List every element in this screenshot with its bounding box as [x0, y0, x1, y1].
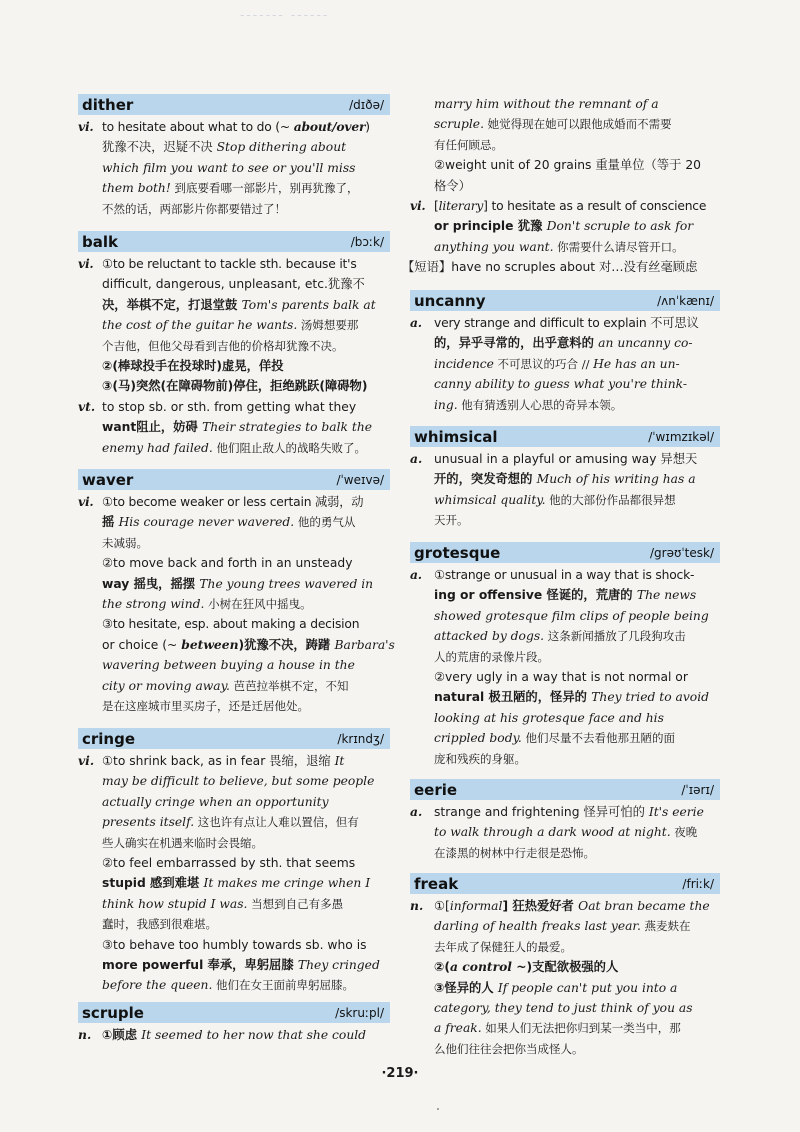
definition-line: ③to hesitate, esp. about making a decision: [102, 617, 360, 632]
translation-line: 有任何顾忌。: [434, 137, 503, 152]
example-line: enemy had failed. 他们阻止敌人的战略失败了。: [102, 440, 366, 455]
translation-line: 蠢时，我感到很难堪。: [102, 917, 217, 932]
headword: grotesque: [414, 543, 501, 562]
headword-bar: [410, 542, 720, 563]
headword-bar: [78, 1002, 390, 1023]
pronunciation: /ˈɪərɪ/: [681, 782, 714, 797]
faded-header: ------- ------: [240, 8, 330, 23]
definition-line: more powerful 奉承，卑躬屈膝 They cringed: [102, 958, 380, 973]
definition-line: a. ①strange or unusual in a way that is shock-: [410, 567, 695, 582]
example-line: a freak. 如果人们无法把你归到某一类当中，那: [434, 1021, 681, 1036]
definition-line: vi. ①to shrink back, as in fear 畏缩，退缩 It: [78, 753, 345, 768]
definition-line: n. ①顾虑 It seemed to her now that she could: [78, 1027, 367, 1042]
definition-line: ②to move back and forth in an unsteady: [102, 556, 353, 571]
headword: cringe: [82, 729, 136, 748]
pronunciation: /grəʊˈtesk/: [649, 545, 714, 560]
headword: scruple: [82, 1003, 144, 1022]
example-line: attacked by dogs. 这条新闻播放了几段狗攻击: [434, 629, 686, 644]
entry-waver: [78, 469, 395, 716]
definition-line: 的，异乎寻常的，出乎意料的 an uncanny co-: [434, 336, 693, 351]
definition-line: ②(a control ~)支配欲极强的人: [434, 959, 619, 975]
definition-line: vt. to stop sb. or sth. from getting what they: [78, 398, 357, 414]
headword-bar: [78, 94, 390, 115]
definition-line: or choice (~ between)犹豫不决，踌躇 Barbara's: [102, 636, 395, 652]
definition-line: stupid 感到难堪 It makes me cringe when I: [102, 876, 371, 891]
definition-line: 犹豫不决，迟疑不决 Stop dithering about: [102, 140, 347, 155]
definition-line: ②weight unit of 20 grains 重量单位（等于 20: [434, 158, 702, 173]
pronunciation: /dɪðə/: [349, 97, 384, 112]
definition-line: 摇 His courage never wavered. 他的勇气从: [102, 515, 356, 530]
definition-line: vi. ①to be reluctant to tackle sth. because it's: [78, 256, 357, 271]
headword-bar: [78, 469, 390, 490]
example-line: before the queen. 他们在女王面前卑躬屈膝。: [102, 978, 355, 993]
translation-line: 是在这座城市里买房子，还是迁居他处。: [102, 699, 309, 714]
headword-bar: [78, 231, 390, 252]
example-line: wavering between buying a house in the: [102, 658, 355, 673]
definition-line: ③to behave too humbly towards sb. who is: [102, 937, 367, 952]
definition-line: ③(马)突然(在障碍物前)停住，拒绝跳跃(障碍物): [102, 379, 368, 394]
example-line: to walk through a dark wood at night. 夜晚: [434, 825, 698, 840]
definition-line: ②to feel embarrassed by sth. that seems: [102, 856, 356, 871]
definition-line: natural 极丑陋的，怪异的 They tried to avoid: [434, 690, 710, 705]
headword: whimsical: [414, 427, 498, 446]
definition-line: 决，举棋不定，打退堂鼓 Tom's parents balk at: [102, 297, 376, 312]
example-line: them both! 到底要看哪一部影片，别再犹豫了，: [102, 181, 359, 196]
headword: balk: [82, 232, 118, 251]
example-line: which film you want to see or you'll miss: [102, 160, 356, 175]
pronunciation: /friːk/: [682, 876, 714, 891]
translation-line: 庞和残疾的身躯。: [434, 751, 526, 766]
pronunciation: /bɔːk/: [350, 234, 384, 249]
pronunciation: /krɪndʒ/: [337, 731, 384, 746]
example-line: marry him without the remnant of a: [434, 97, 659, 111]
definition-line: ③怪异的人 If people can't put you into a: [434, 980, 678, 995]
definition-line: 格令）: [434, 178, 471, 193]
headword: freak: [414, 874, 459, 893]
definition-line: or principle 犹豫 Don't scruple to ask for: [434, 219, 694, 234]
translation-line: 在漆黑的树林中行走很是恐怖。: [434, 845, 595, 860]
definition-line: a. unusual in a playful or amusing way 异想天: [410, 451, 698, 466]
example-line: showed grotesque film clips of people being: [434, 608, 709, 623]
entry-grotesque: [410, 542, 720, 769]
entry-whimsical: [410, 426, 720, 531]
translation-line: 去年成了保健狂人的最爱。: [434, 939, 572, 954]
example-line: darling of health freaks last year. 燕麦麸在: [434, 919, 691, 934]
page-number: ·219·: [381, 1066, 419, 1081]
entry-uncanny: [410, 290, 720, 415]
definition-line: 开的，突发奇想的 Much of his writing has a: [434, 472, 696, 487]
entry-dither: [78, 94, 390, 219]
translation-line: 天开。: [434, 513, 469, 528]
headword-bar: [410, 426, 720, 447]
definition-line: vi. to hesitate about what to do (~ about/over): [78, 119, 370, 134]
entry-scruple-continued: [402, 94, 720, 278]
definition-line: want阻止，妨碍 Their strategies to balk the: [102, 420, 373, 435]
example-line: looking at his grotesque face and his: [434, 710, 664, 725]
example-line: city or moving away. 芭芭拉举棋不定，不知: [102, 678, 349, 693]
translation-line: 不然的话，两部影片你都要错过了！: [102, 201, 286, 216]
entry-cringe: [78, 728, 390, 996]
headword-bar: [410, 779, 720, 800]
headword-bar: [78, 728, 390, 749]
example-line: incidence 不可思议的巧合 // He has an un-: [434, 356, 680, 371]
definition-line: difficult, dangerous, unpleasant, etc.犹豫不: [102, 277, 365, 292]
phrase-line: 【短语】have no scruples about 对…没有丝毫顾虑: [402, 260, 698, 275]
entry-balk: [78, 231, 390, 458]
definition-line: vi. [literary] to hesitate as a result of conscience: [410, 198, 707, 214]
headword: eerie: [414, 780, 458, 799]
example-line: actually cringe when an opportunity: [102, 794, 329, 809]
definition-line: vi. ①to become weaker or less certain 减弱，动: [78, 494, 364, 509]
example-line: think how stupid I was. 当想到自己有多愚: [102, 896, 344, 911]
headword-bar: [410, 873, 720, 894]
translation-line: 人的荒唐的录像片段。: [434, 649, 549, 664]
headword-bar: [410, 290, 720, 311]
definition-line: n. ①[informal] 狂热爱好者 Oat bran became the: [410, 898, 710, 913]
example-line: presents itself. 这也许有点让人难以置信，但有: [102, 815, 359, 830]
definition-line: a. strange and frightening 怪异可怕的 It's eerie: [410, 804, 704, 819]
headword: uncanny: [414, 291, 486, 310]
page-speck: [437, 1108, 439, 1110]
pronunciation: /skruːpl/: [335, 1005, 384, 1020]
translation-line: 个吉他，但他父母看到吉他的价格却犹豫不决。: [102, 338, 344, 353]
headword: dither: [82, 95, 134, 114]
definition-line: a. very strange and difficult to explain 不可思议: [410, 315, 699, 330]
pronunciation: /ˈweɪvə/: [336, 472, 384, 487]
example-line: anything you want. 你需要什么请尽管开口。: [434, 239, 684, 254]
entry-scruple: [78, 1002, 390, 1045]
example-line: ing. 他有猜透别人心思的奇异本领。: [434, 397, 623, 412]
definition-line: ②(棒球投手在投球时)虚晃，佯投: [102, 359, 284, 374]
translation-line: 么他们往往会把你当成怪人。: [434, 1041, 584, 1056]
example-line: the cost of the guitar he wants. 汤姆想要那: [102, 318, 359, 333]
definition-line: ing or offensive 怪诞的，荒唐的 The news: [434, 588, 697, 603]
pronunciation: /ʌnˈkænɪ/: [657, 293, 714, 308]
example-line: scruple. 她觉得现在她可以跟他成婚而不需要: [434, 117, 672, 132]
definition-line: ②very ugly in a way that is not normal or: [434, 670, 688, 685]
pronunciation: /ˈwɪmzɪkəl/: [648, 429, 714, 444]
entry-freak: [410, 873, 720, 1059]
example-line: the strong wind. 小树在狂风中摇曳。: [102, 597, 312, 612]
definition-line: way 摇曳，摇摆 The young trees wavered in: [102, 576, 374, 591]
translation-line: 未减弱。: [102, 535, 148, 550]
example-line: canny ability to guess what you're think-: [434, 377, 688, 392]
entry-eerie: [410, 779, 720, 863]
example-line: category, they tend to just think of you as: [434, 1001, 693, 1016]
example-line: crippled body. 他们尽量不去看他那丑陋的面: [434, 731, 675, 746]
translation-line: 些人确实在机遇来临时会畏缩。: [102, 835, 263, 850]
example-line: may be difficult to believe, but some people: [102, 774, 375, 789]
example-line: whimsical quality. 他的大部份作品都很异想: [434, 492, 676, 507]
headword: waver: [82, 470, 134, 489]
